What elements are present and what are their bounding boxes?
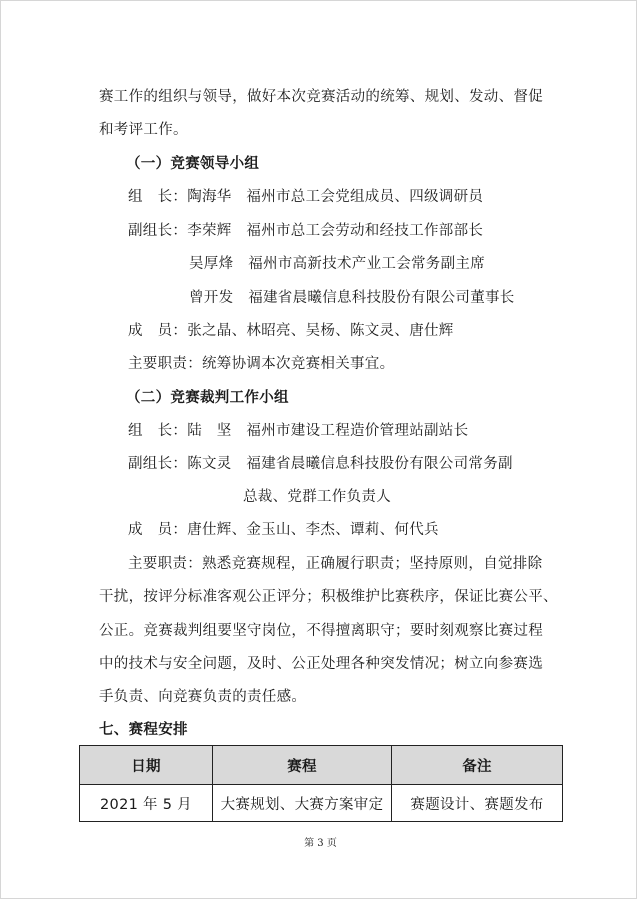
duty-text-line: 公正。竞赛裁判组要坚守岗位，不得擅离职守；要时刻观察比赛过程 — [99, 623, 543, 639]
members-value: 唐仕辉、金玉山、李杰、谭莉、何代兵 — [187, 522, 439, 538]
deputy-value: 吴厚烽 福州市高新技术产业工会常务副主席 — [189, 256, 485, 272]
section-heading-leadership: （一）竞赛领导小组 — [126, 156, 260, 172]
duty-text-line: 中的技术与安全问题，及时、公正处理各种突发情况；树立向参赛选 — [99, 656, 543, 672]
deputy-label: 副组长： — [128, 223, 188, 239]
duty-label: 主要职责： — [128, 356, 202, 372]
leader-row — [128, 187, 483, 207]
leader-value: 陶海华 福州市总工会党组成员、四级调研员 — [187, 189, 484, 205]
deputy-value-continued: 总裁、党群工作负责人 — [243, 489, 391, 505]
column-header-event: 赛程 — [213, 746, 392, 785]
body-text-line: 赛工作的组织与领导，做好本次竞赛活动的统筹、规划、发动、督促 — [99, 89, 543, 105]
leader-label: 组 长： — [128, 189, 188, 205]
duty-text-line: 干扰，按评分标准客观公正评分；积极维护比赛秩序，保证比赛公平、 — [99, 589, 558, 605]
table-row — [80, 785, 563, 822]
members-label: 成 员： — [128, 323, 188, 339]
referee-leader-row — [128, 421, 468, 441]
section-heading-schedule: 七、赛程安排 — [99, 722, 188, 738]
table-header-row — [80, 746, 563, 785]
page-number: 第 3 页 — [304, 838, 337, 849]
duty-text-line: 主要职责：熟悉竞赛规程，正确履行职责；坚持原则，自觉排除 — [128, 556, 543, 572]
deputy-row — [128, 221, 483, 241]
body-text-line: 和考评工作。 — [99, 122, 188, 138]
cell-note: 赛题设计、赛题发布 — [392, 785, 563, 822]
members-value: 张之晶、林昭亮、吴杨、陈文灵、唐仕辉 — [187, 323, 454, 339]
cell-date: 2021 年 5 月 — [80, 785, 213, 822]
column-header-date: 日期 — [80, 746, 213, 785]
leader-value: 陆 坚 福州市建设工程造价管理站副站长 — [187, 423, 469, 439]
members-label: 成 员： — [128, 522, 188, 538]
cell-event: 大赛规划、大赛方案审定 — [213, 785, 392, 822]
duty-row — [128, 354, 394, 374]
deputy-value: 李荣辉 福州市总工会劳动和经技工作部部长 — [187, 223, 484, 239]
section-heading-referee: （二）竞赛裁判工作小组 — [126, 390, 289, 406]
deputy-value: 曾开发 福建省晨曦信息科技股份有限公司董事长 — [189, 290, 515, 306]
deputy-label: 副组长： — [128, 456, 188, 472]
referee-members-row — [128, 520, 439, 540]
leader-label: 组 长： — [128, 423, 188, 439]
column-header-note: 备注 — [392, 746, 563, 785]
members-row — [128, 321, 454, 341]
duty-text-line: 手负责、向竞赛负责的责任感。 — [99, 689, 307, 705]
referee-deputy-row — [128, 454, 513, 474]
schedule-table — [79, 745, 563, 822]
deputy-value: 陈文灵 福建省晨曦信息科技股份有限公司常务副 — [187, 456, 513, 472]
duty-value: 统筹协调本次竞赛相关事宜。 — [202, 356, 395, 372]
